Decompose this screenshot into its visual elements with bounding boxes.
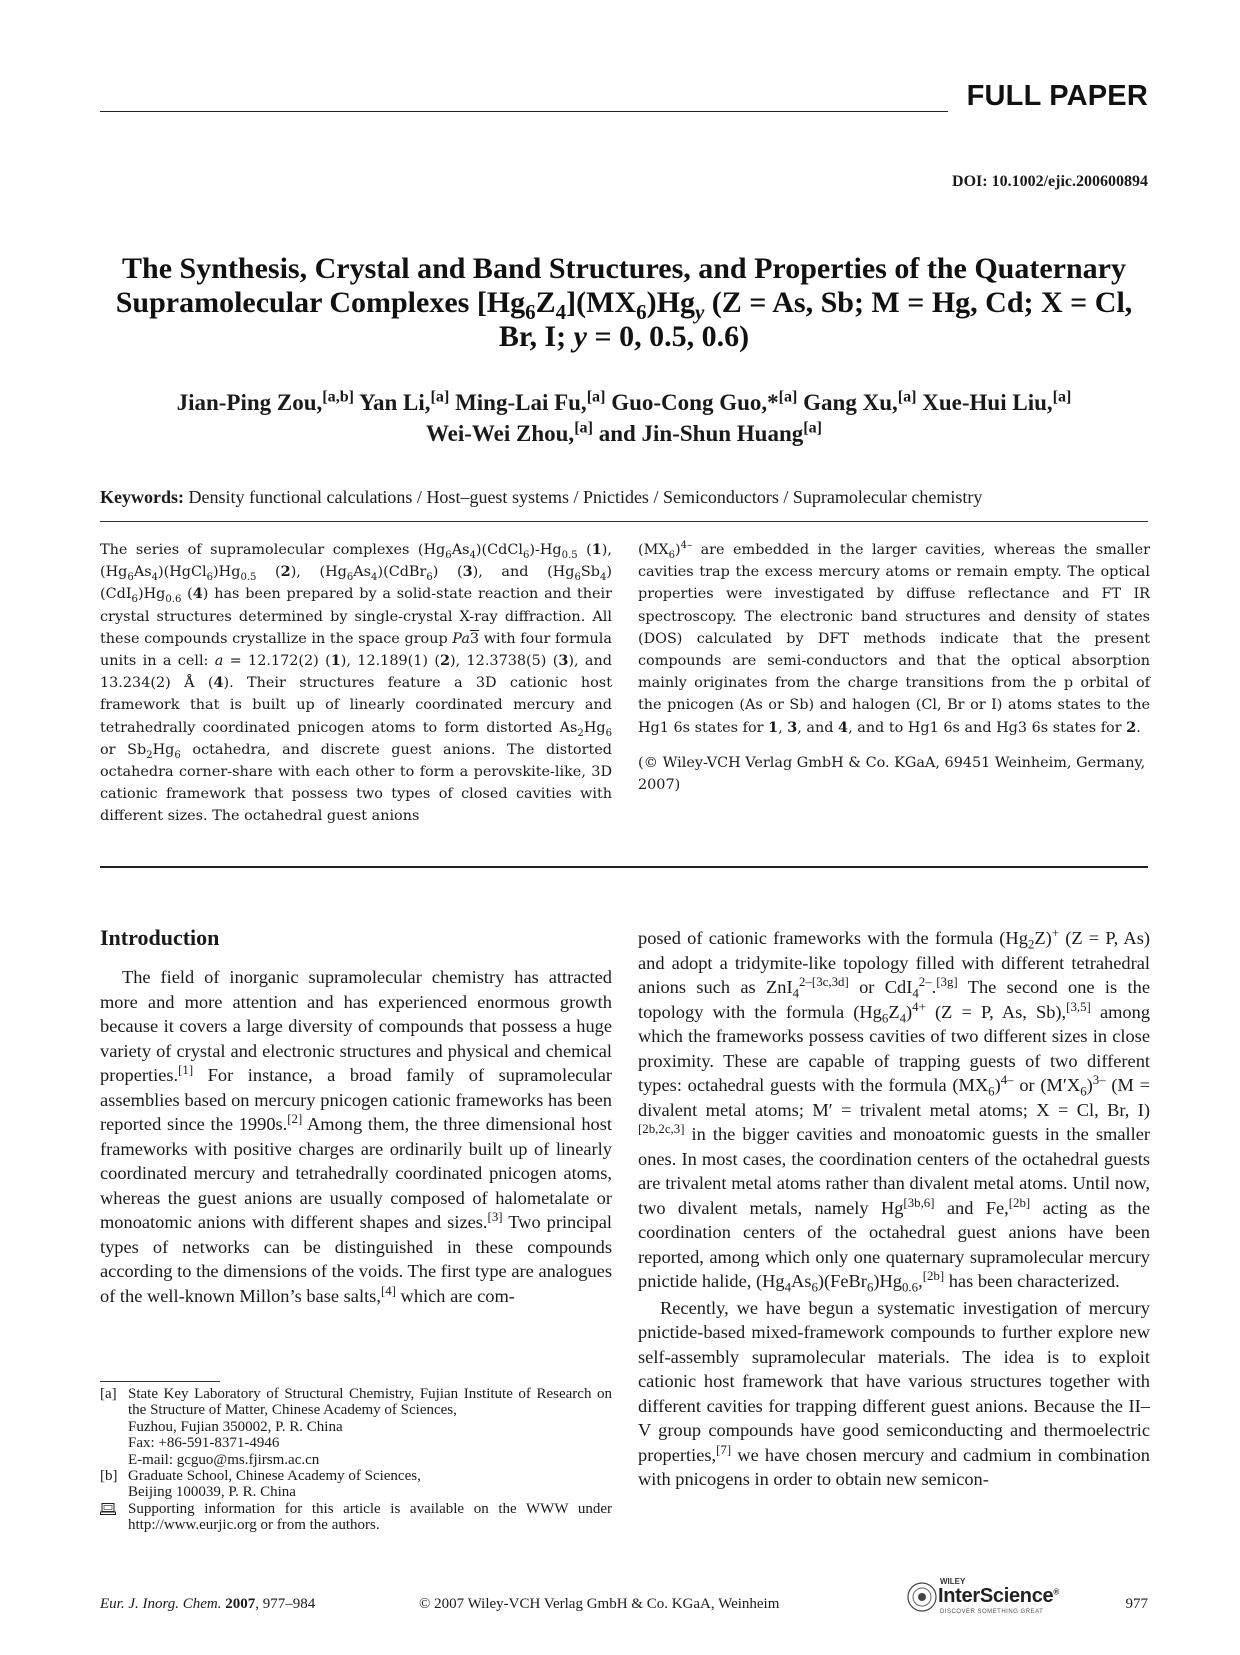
footer-citation: Eur. J. Inorg. Chem. 2007, 977–984 [100,1596,316,1612]
author: Gang Xu,[a] [803,388,917,415]
author: Ming-Lai Fu,[a] [455,388,606,415]
computer-icon [100,1503,116,1515]
body-paragraph: The field of inorganic supramolecular chemistry has attracted more and more attention and has experienced enormous growth because it covers a large diversity of compounds that possess a huge variety of crystal and electronic structures and physical and chemical properties.[1] For instance, a broad family of supramolecular assemblies based on mercury pnicogen cationic frameworks has been reported since the 1990s.[2] Among them, the three dimensional host frameworks with positive charges are ordinarily built up of linearly coordinated mercury and tetrahedrally coordinated pnicogen atoms, whereas the guest anions are usually composed of halometalate or monoatomic anions with different shapes and sizes.[3] Two principal types of networks can be distinguished in these compounds according to the dimensions of the voids. The first type are analogues of the well-known Millon’s base salts,[4] which are com- [100,967,612,1306]
footnote-supporting-info: Supporting information for this article is available on the WWW under http://www.eurjic.org or from the authors. [100,1501,612,1534]
footnote-affiliation-a: [a] State Key Laboratory of Structural Chemistry, Fujian Institute of Research on the Structure of Matter, Chinese Academy of Sciences, Fuzhou, Fujian 350002, P. R. China Fax: +86-591-8371-4946 E-mail: gcguo@ms.fjirsm.ac.cn [100,1386,612,1468]
footer-copyright: © 2007 Wiley-VCH Verlag GmbH & Co. KGaA, Weinheim [419,1596,780,1612]
footnote-affiliation-b: [b] Graduate School, Chinese Academy of Sciences, Beijing 100039, P. R. China [100,1468,421,1501]
header-rule [100,111,948,112]
section-heading: Introduction [100,925,220,950]
author: Yan Li,[a] [358,388,450,415]
body-left-column [100,965,612,1308]
author: Jian-Ping Zou,[a,b] [176,388,355,415]
page-number: 977 [1125,1596,1148,1612]
abstract-copyright: (© Wiley-VCH Verlag GmbH & Co. KGaA, 69451 Weinheim, Germany, 2007) [638,754,1146,794]
author: Wei-Wei Zhou,[a] [425,419,593,446]
author-list [100,387,1148,449]
keywords-list: Density functional calculations / Host–guest systems / Pnictides / Semiconductors / Supramolecular chemistry [188,487,983,507]
abstract-left-column: The series of supramolecular complexes $(Hg_6As_4)(CdCl_6)-Hg_{0.5}$ (1), $(Hg_6As_4)(HgCl_6)Hg_{0.5}$ (2), $(Hg_6As_4)(CdBr_6)$ (3), and $(Hg_6Sb_4)(CdI_6)Hg_{0.6}$ (4) has been prepared by a solid-state reaction and their crystal structures determined by single-crystal X-ray diffraction. All these compounds crystallize in the space group Pa3 with four formula units in a cell: a = 12.172(2) (1), 12.189(1) (2), 12.3738(5) (3), and 13.234(2) Å (4). Their structures feature a 3D cationic host framework that is built up of linearly coordinated mercury and tetrahedrally coordinated pnicogen atoms to form distorted $As_2Hg_6$ or $Sb_2Hg_6$ octahedra, and discrete guest anions. The distorted octahedra corner-share with each other to form a perovskite-like, 3D cationic framework that possess two types of closed cavities with different sizes. The octahedral guest anions [100,541,612,825]
abstract-rule [100,866,1148,868]
footnotes [100,1386,612,1534]
keywords-rule [100,521,1148,522]
logo-name-text: InterScience® [938,1585,1059,1607]
author: Xue-Hui Liu,[a] [922,388,1072,415]
doi: DOI: 10.1002/ejic.200600894 [952,173,1148,190]
footnote-rule [100,1381,220,1382]
abstract-text: $(MX_6)^{4-}$ are embedded in the larger cavities, whereas the smaller cavities trap the excess mercury atoms or remain empty. The optical properties were investigated by diffuse reflectance and FT IR spectroscopy. The electronic band structures and density of states (DOS) calculated by DFT methods indicate that the present compounds are semi-conductors and that the optical absorption mainly originates from the charge transitions from the p orbital of the pnicogen (As or Sb) and halogen (Cl, Br or I) atoms states to the Hg1 6s states for 1, 3, and 4, and to Hg1 6s and Hg3 6s states for 2. [638,540,1150,736]
body-paragraph: Recently, we have begun a systematic investigation of mercury pnictide-based mixed-framework compounds to further explore new self-assembly supramolecular materials. The idea is to exploit cationic host framework that have various structures together with different cavities for trapping different guest anions. Because the II–V group compounds have good semiconducting and thermoelectric properties,[7] we have chosen mercury and cadmium in combination with pnicogens in order to obtain new semicon- [638,1297,1150,1489]
keywords [100,487,1148,508]
section-label: FULL PAPER [966,80,1148,112]
keywords-label: Keywords: [100,487,184,507]
article-title: The Synthesis, Crystal and Band Structures, and Properties of the Quaternary Supramolecular Complexes $[Hg_6Z_4](MX_6)Hg_y$ (Z = As, Sb; M = Hg, Cd; X = Cl, Br, I; y = 0, 0.5, 0.6) [115,252,1133,353]
logo-wiley-text: WILEY [940,1577,966,1586]
logo-tagline: DISCOVER SOMETHING GREAT [940,1609,1044,1615]
author: Guo-Cong Guo,*[a] [611,388,798,415]
body-paragraph: posed of cationic frameworks with the formula $(Hg_2Z)^+$ (Z = P, As) and adopt a tridymite-like topology filled with different tetrahedral anions such as ZnI$_4^{2-[3c,3d]}$ or CdI$_4^{2-}$.[3g] The second one is the topology with the formula $(Hg_6Z_4)^{4+}$ (Z = P, As, Sb),[3,5] among which the frameworks possess cavities of two different sizes in close proximity. These are capable of trapping guests of two different types: octahedral guests with the formula $(MX_6)^{4-}$ or $(M'X_6)^{3-}$ (M = divalent metal atoms; M′ = trivalent metal atoms; X = Cl, Br, I)[2b,2c,3] in the bigger cavities and monoatomic guests in the smaller ones. In most cases, the coordination centers of the octahedral guests are trivalent metal atoms rather than divalent metal atoms. Until now, two divalent metals, namely Hg[3b,6] and Fe,[2b] acting as the coordination centers of the octahedral guest anions have been reported, among which only one quaternary supramolecular mercury pnictide halide, $(Hg_4As_6)(FeBr_6)Hg_{0.6},[2b]$ has been characterized. [638,925,1151,1295]
body-right-column [638,926,1150,1492]
author: and Jin-Shun Huang[a] [598,419,823,446]
abstract-right-column [638,539,1150,796]
